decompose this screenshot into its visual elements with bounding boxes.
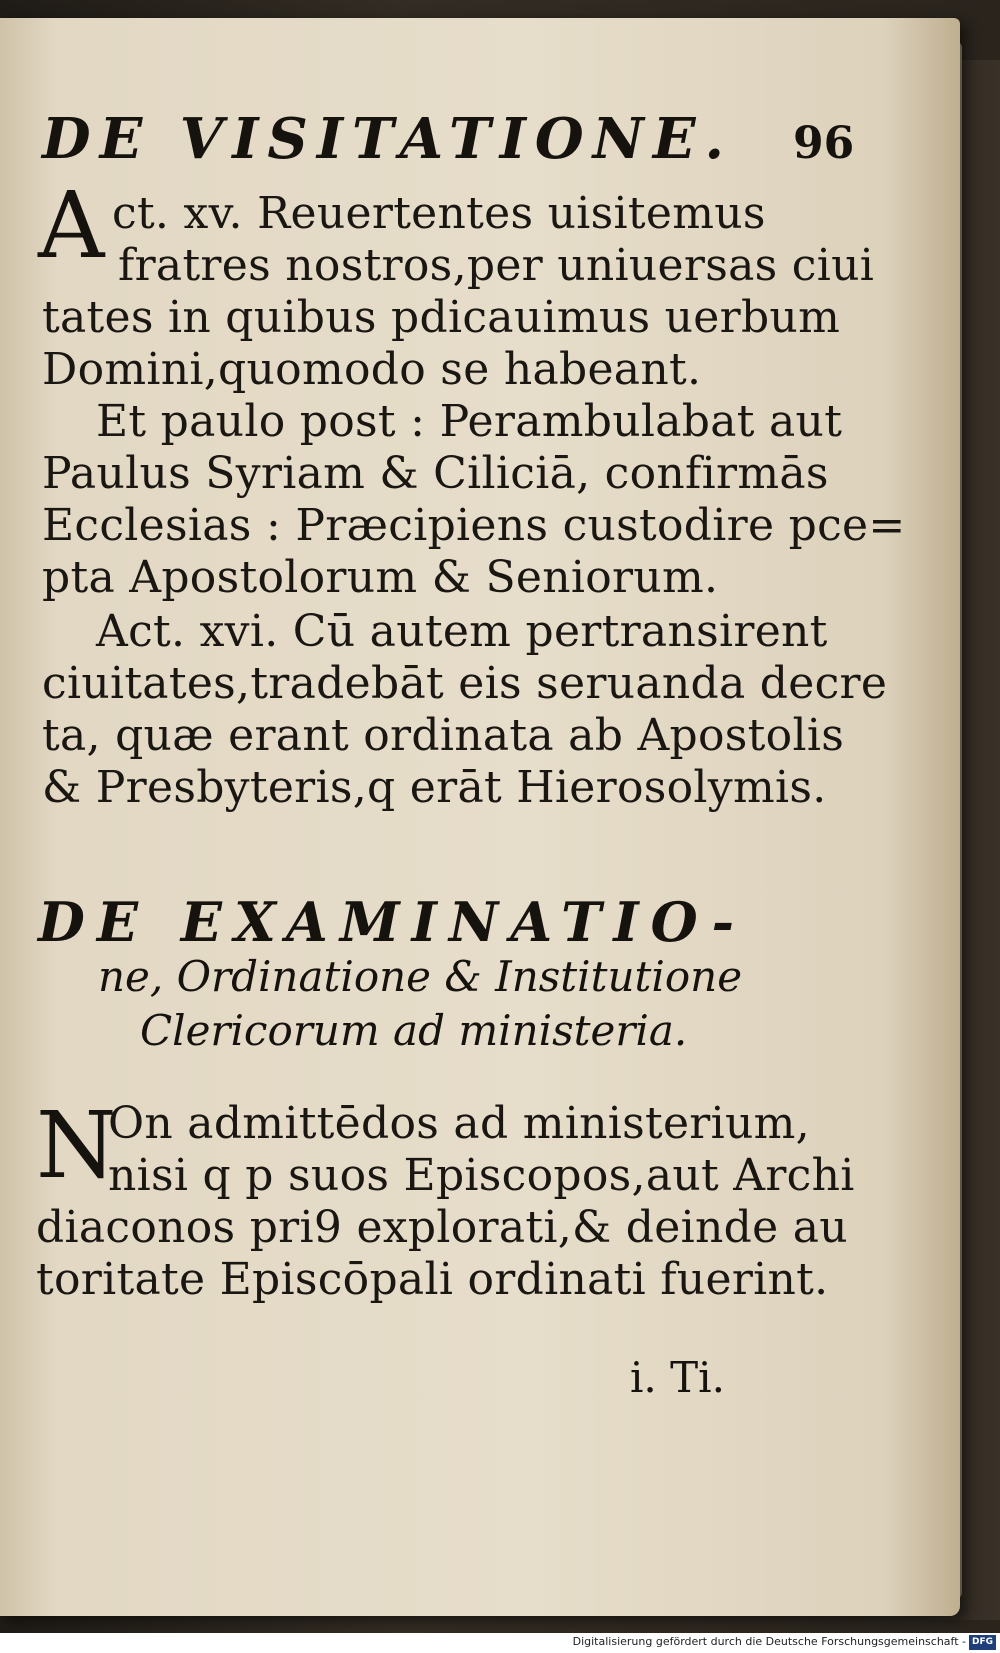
text-line: fratres nostros,per uniuersas ciui — [118, 240, 875, 291]
page-number: 96 — [793, 118, 855, 169]
text-line: tates in quibus pdicauimus uerbum — [42, 292, 841, 343]
text-line: ciuitates,tradebāt eis seruanda decre — [42, 658, 888, 709]
section-heading: DE EXAMINATIO- — [38, 890, 747, 954]
text-line: Paulus Syriam & Ciliciā, confirmās — [42, 448, 829, 499]
section-subheading: ne, Ordinatione & Institutione — [98, 952, 743, 1001]
text-line: diaconos pri9 explorati,& deinde au — [36, 1202, 848, 1253]
text-line: On admittēdos ad ministerium, — [108, 1098, 810, 1149]
text-line: pta Apostolorum & Seniorum. — [42, 552, 719, 603]
text-line: Et paulo post : Perambulabat aut — [96, 396, 843, 447]
book-page — [0, 18, 960, 1616]
text-line: Domini,quomodo se habeant. — [42, 344, 702, 395]
text-line: nisi q p suos Episcopos,aut Archi — [108, 1150, 855, 1201]
text-line: ta, quæ erant ordinata ab Apostolis — [42, 710, 845, 761]
dfg-logo: DFG — [969, 1635, 996, 1650]
catchword: i. Ti. — [630, 1353, 725, 1402]
drop-cap-a: A — [38, 172, 105, 279]
text-line: Act. xvi. Cū autem pertransirent — [96, 606, 828, 657]
digitization-credit: Digitalisierung gefördert durch die Deutsche Forschungsgemeinschaft - — [572, 1635, 966, 1648]
text-line: Ecclesias : Præcipiens custodire pce= — [42, 500, 906, 551]
running-header: DE VISITATIONE. — [42, 106, 734, 172]
text-line: ct. xv. Reuertentes uisitemus — [112, 188, 766, 239]
text-line: & Presbyteris,q erāt Hierosolymis. — [42, 762, 827, 813]
section-subheading: Clericorum ad ministeria. — [140, 1006, 688, 1055]
drop-cap-n: N — [36, 1092, 117, 1199]
text-line: toritate Episcōpali ordinati fuerint. — [36, 1254, 829, 1305]
